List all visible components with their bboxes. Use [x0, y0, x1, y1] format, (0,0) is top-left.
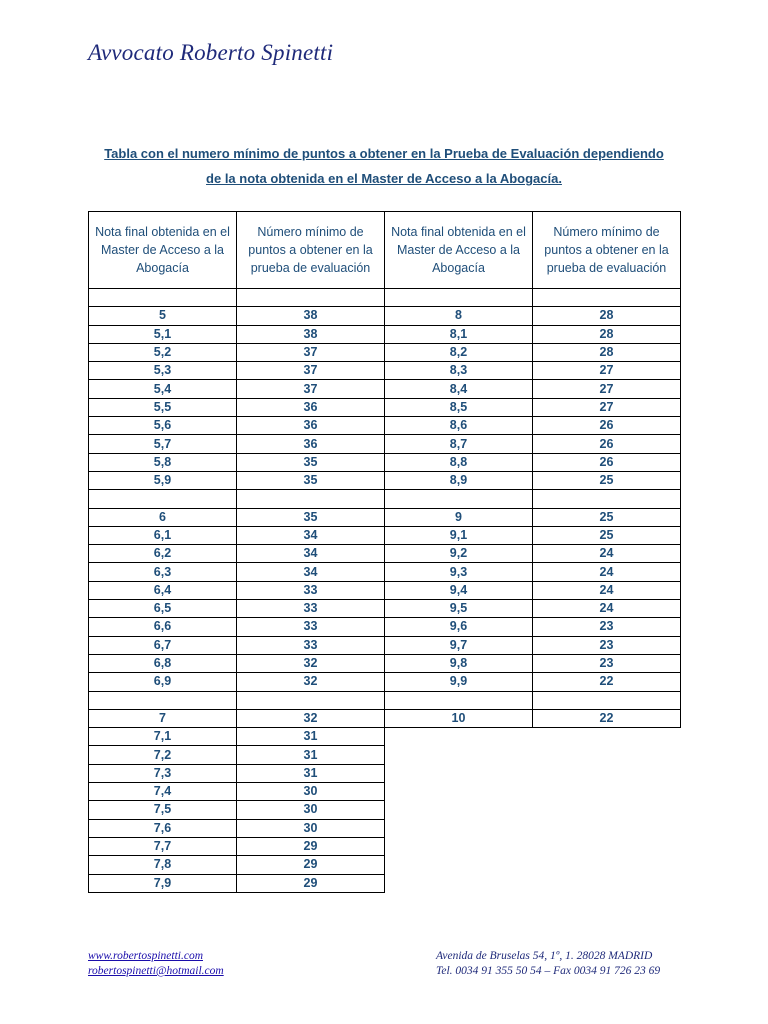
email-link[interactable]: robertospinetti@hotmail.com	[88, 965, 224, 977]
grade-cell: 5,5	[89, 398, 237, 416]
grade-cell	[89, 490, 237, 508]
points-cell: 28	[533, 307, 681, 325]
grade-cell: 8,3	[385, 362, 533, 380]
empty-cell	[385, 783, 533, 801]
points-cell: 30	[237, 819, 385, 837]
points-cell: 35	[237, 471, 385, 489]
empty-cell	[533, 746, 681, 764]
points-cell: 31	[237, 728, 385, 746]
grade-cell: 7,4	[89, 783, 237, 801]
points-cell: 34	[237, 563, 385, 581]
empty-cell	[385, 874, 533, 892]
points-cell: 35	[237, 508, 385, 526]
table-row	[89, 654, 681, 672]
grade-cell: 9,6	[385, 618, 533, 636]
points-cell: 34	[237, 545, 385, 563]
grade-cell: 9,7	[385, 636, 533, 654]
grade-cell: 7,5	[89, 801, 237, 819]
grade-cell: 5,4	[89, 380, 237, 398]
table-row	[89, 600, 681, 618]
points-cell	[237, 289, 385, 307]
points-cell: 36	[237, 435, 385, 453]
grade-cell: 9	[385, 508, 533, 526]
points-cell: 38	[237, 325, 385, 343]
grade-cell: 5	[89, 307, 237, 325]
empty-cell	[533, 856, 681, 874]
points-cell: 28	[533, 325, 681, 343]
footer-contact-links	[88, 949, 224, 979]
grade-cell: 6,9	[89, 673, 237, 691]
points-cell: 37	[237, 380, 385, 398]
empty-cell	[385, 746, 533, 764]
points-cell: 26	[533, 453, 681, 471]
grade-cell: 9,1	[385, 526, 533, 544]
table-row	[89, 746, 681, 764]
points-cell: 32	[237, 673, 385, 691]
table-row	[89, 343, 681, 361]
empty-cell	[533, 728, 681, 746]
points-cell: 22	[533, 709, 681, 727]
grade-cell	[385, 289, 533, 307]
points-cell: 29	[237, 837, 385, 855]
grade-cell: 9,2	[385, 545, 533, 563]
grade-cell: 9,8	[385, 654, 533, 672]
grade-cell	[89, 289, 237, 307]
grade-cell: 9,4	[385, 581, 533, 599]
points-cell: 29	[237, 856, 385, 874]
empty-cell	[385, 819, 533, 837]
website-link[interactable]: www.robertospinetti.com	[88, 950, 203, 962]
grade-cell: 6,4	[89, 581, 237, 599]
grade-cell: 7,8	[89, 856, 237, 874]
table-row	[89, 874, 681, 892]
table-row	[89, 563, 681, 581]
points-cell	[533, 490, 681, 508]
grade-cell: 9,9	[385, 673, 533, 691]
points-cell: 35	[237, 453, 385, 471]
points-cell: 33	[237, 618, 385, 636]
table-row	[89, 307, 681, 325]
points-cell: 33	[237, 581, 385, 599]
table-row	[89, 453, 681, 471]
points-cell: 25	[533, 508, 681, 526]
points-cell: 23	[533, 618, 681, 636]
empty-cell	[385, 801, 533, 819]
points-cell: 26	[533, 435, 681, 453]
grade-cell: 5,1	[89, 325, 237, 343]
grade-cell: 8,2	[385, 343, 533, 361]
points-cell: 30	[237, 801, 385, 819]
points-cell: 33	[237, 600, 385, 618]
table-row	[89, 618, 681, 636]
grade-cell: 9,5	[385, 600, 533, 618]
grade-cell: 6,7	[89, 636, 237, 654]
table-row	[89, 801, 681, 819]
table-row	[89, 837, 681, 855]
points-cell: 34	[237, 526, 385, 544]
points-cell: 26	[533, 417, 681, 435]
points-cell: 24	[533, 600, 681, 618]
points-cell: 38	[237, 307, 385, 325]
points-cell	[237, 490, 385, 508]
points-cell	[237, 691, 385, 709]
empty-cell	[385, 764, 533, 782]
table-row	[89, 508, 681, 526]
grade-cell: 6,1	[89, 526, 237, 544]
points-cell: 33	[237, 636, 385, 654]
grade-cell: 7	[89, 709, 237, 727]
grade-cell: 7,7	[89, 837, 237, 855]
grade-cell: 8,8	[385, 453, 533, 471]
empty-cell	[385, 856, 533, 874]
grade-cell: 7,3	[89, 764, 237, 782]
grade-cell: 6,2	[89, 545, 237, 563]
table-row	[89, 325, 681, 343]
empty-cell	[533, 783, 681, 801]
table-header-row	[89, 212, 681, 289]
empty-cell	[533, 819, 681, 837]
points-cell: 22	[533, 673, 681, 691]
points-cell: 36	[237, 398, 385, 416]
grade-cell	[89, 691, 237, 709]
grade-cell: 6	[89, 508, 237, 526]
table-row	[89, 764, 681, 782]
grade-cell: 7,9	[89, 874, 237, 892]
grade-cell: 5,2	[89, 343, 237, 361]
points-cell: 27	[533, 398, 681, 416]
points-cell: 24	[533, 545, 681, 563]
grade-cell: 8,5	[385, 398, 533, 416]
table-row	[89, 856, 681, 874]
points-cell: 31	[237, 746, 385, 764]
grade-cell: 5,3	[89, 362, 237, 380]
table-row	[89, 709, 681, 727]
header-points-col-1: Número mínimo de puntos a obtener en la prueba de evaluación	[237, 212, 385, 289]
table-row	[89, 289, 681, 307]
empty-cell	[533, 764, 681, 782]
grade-cell: 10	[385, 709, 533, 727]
points-cell: 30	[237, 783, 385, 801]
table-row	[89, 417, 681, 435]
points-cell: 25	[533, 471, 681, 489]
grade-cell: 7,1	[89, 728, 237, 746]
points-cell: 32	[237, 709, 385, 727]
table-row	[89, 783, 681, 801]
footer-phone: Tel. 0034 91 355 50 54 – Fax 0034 91 726 23 69	[436, 965, 661, 977]
points-cell: 23	[533, 654, 681, 672]
points-cell: 27	[533, 362, 681, 380]
grade-cell: 8,1	[385, 325, 533, 343]
footer-address: Avenida de Bruselas 54, 1º, 1. 28028 MADRID	[436, 950, 653, 962]
grade-cell: 5,7	[89, 435, 237, 453]
points-cell: 23	[533, 636, 681, 654]
empty-cell	[385, 728, 533, 746]
points-cell: 32	[237, 654, 385, 672]
empty-cell	[533, 874, 681, 892]
points-cell	[533, 289, 681, 307]
grade-cell: 5,9	[89, 471, 237, 489]
header-grade-col-2: Nota final obtenida en el Master de Acceso a la Abogacía	[385, 212, 533, 289]
table-row	[89, 435, 681, 453]
points-cell: 24	[533, 581, 681, 599]
table-row	[89, 819, 681, 837]
table-row	[89, 545, 681, 563]
table-row	[89, 380, 681, 398]
table-caption-line-1: Tabla con el numero mínimo de puntos a obtener en la Prueba de Evaluación dependiendo	[104, 146, 664, 161]
points-cell: 28	[533, 343, 681, 361]
grade-cell: 5,8	[89, 453, 237, 471]
grade-cell: 8,7	[385, 435, 533, 453]
table-row	[89, 398, 681, 416]
grade-cell: 8	[385, 307, 533, 325]
grade-cell: 8,6	[385, 417, 533, 435]
table-row	[89, 581, 681, 599]
table-row	[89, 636, 681, 654]
page-title: Avvocato Roberto Spinetti	[88, 40, 334, 65]
table-row	[89, 490, 681, 508]
points-cell: 36	[237, 417, 385, 435]
points-table	[88, 211, 681, 893]
grade-cell: 6,6	[89, 618, 237, 636]
points-cell: 37	[237, 343, 385, 361]
points-cell: 24	[533, 563, 681, 581]
footer-address-block	[436, 949, 660, 979]
points-cell: 31	[237, 764, 385, 782]
table-row	[89, 691, 681, 709]
points-cell	[533, 691, 681, 709]
table-row	[89, 362, 681, 380]
table-body	[89, 289, 681, 893]
grade-cell: 5,6	[89, 417, 237, 435]
points-cell: 29	[237, 874, 385, 892]
empty-cell	[533, 837, 681, 855]
grade-cell: 6,3	[89, 563, 237, 581]
grade-cell: 8,9	[385, 471, 533, 489]
table-caption-line-2: de la nota obtenida en el Master de Acceso a la Abogacía.	[206, 171, 562, 186]
points-cell: 37	[237, 362, 385, 380]
grade-cell: 7,6	[89, 819, 237, 837]
points-cell: 25	[533, 526, 681, 544]
grade-cell: 8,4	[385, 380, 533, 398]
empty-cell	[533, 801, 681, 819]
table-row	[89, 471, 681, 489]
grade-cell: 9,3	[385, 563, 533, 581]
header-grade-col-1: Nota final obtenida en el Master de Acceso a la Abogacía	[89, 212, 237, 289]
grade-cell: 6,8	[89, 654, 237, 672]
grade-cell	[385, 691, 533, 709]
table-row	[89, 673, 681, 691]
points-cell: 27	[533, 380, 681, 398]
empty-cell	[385, 837, 533, 855]
header-points-col-2: Número mínimo de puntos a obtener en la prueba de evaluación	[533, 212, 681, 289]
grade-cell: 7,2	[89, 746, 237, 764]
grade-cell	[385, 490, 533, 508]
table-row	[89, 728, 681, 746]
grade-cell: 6,5	[89, 600, 237, 618]
table-row	[89, 526, 681, 544]
